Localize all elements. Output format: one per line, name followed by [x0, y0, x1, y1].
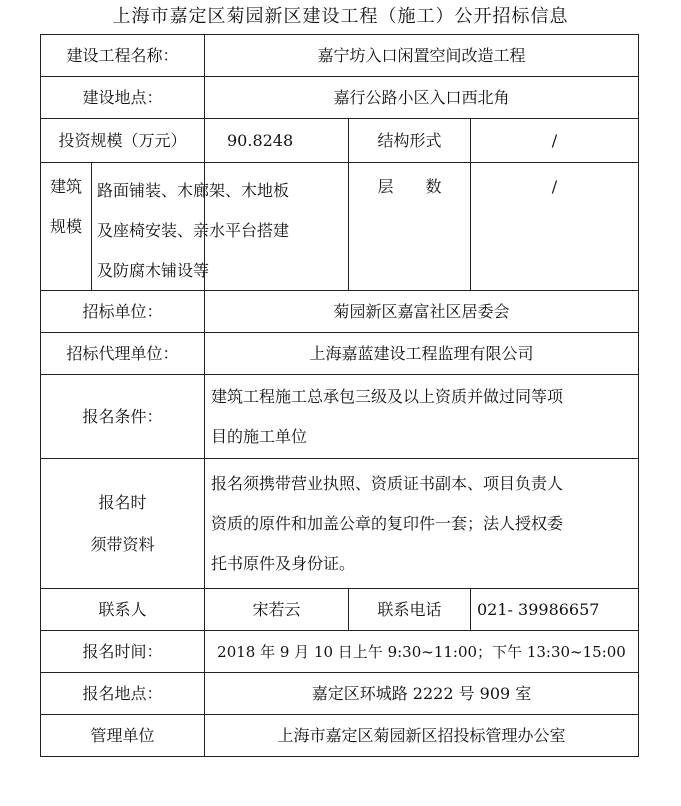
row-manager — [41, 715, 639, 757]
row-project-name — [41, 35, 639, 77]
conditions-value — [205, 375, 639, 459]
row-agent — [41, 333, 639, 375]
scale-label-line2: 规模 — [49, 217, 82, 236]
floors-value: / — [471, 163, 639, 291]
tenderer-label: 招标单位： — [41, 291, 205, 333]
project-name-value: 嘉宁坊入口闲置空间改造工程 — [205, 35, 639, 77]
materials-line3: 托书原件及身份证。 — [211, 553, 356, 573]
scale-value-line2-text: 及座椅安装、亲水平台搭建 — [97, 221, 290, 240]
phone-value: 021- 39986657 — [471, 589, 639, 631]
agent-value: 上海嘉蓝建设工程监理有限公司 — [205, 333, 639, 375]
floors-label: 层 数 — [349, 163, 471, 291]
document-title: 上海市嘉定区菊园新区建设工程（施工）公开招标信息 — [112, 6, 569, 27]
phone-label: 联系电话 — [349, 589, 471, 631]
location-value: 嘉行公路小区入口西北角 — [205, 77, 639, 119]
tender-info-table — [40, 34, 639, 757]
tenderer-value: 菊园新区嘉富社区居委会 — [205, 291, 639, 333]
manager-value: 上海市嘉定区菊园新区招投标管理办公室 — [205, 715, 639, 757]
investment-label: 投资规模（万元） — [41, 119, 205, 163]
materials-line2: 资质的原件和加盖公章的复印件一套；法人授权委 — [211, 513, 564, 533]
scale-value-line3-text: 及防腐木铺设等 — [97, 261, 210, 280]
row-investment — [41, 119, 639, 163]
materials-line1: 报名须携带营业执照、资质证书副本、项目负责人 — [211, 473, 564, 493]
reg-time-label: 报名时间： — [41, 631, 205, 673]
row-scale — [41, 163, 639, 291]
materials-value — [205, 459, 639, 589]
scale-value-cell — [205, 163, 349, 291]
reg-time-value: 2018 年 9 月 10 日上午 9:30~11:00；下午 13:30~15:00 — [205, 631, 639, 673]
agent-label: 招标代理单位： — [41, 333, 205, 375]
row-reg-time — [41, 631, 639, 673]
materials-label-line1: 报名时 — [98, 492, 147, 512]
investment-value: 90.8248 — [205, 119, 349, 163]
structure-label: 结构形式 — [349, 119, 471, 163]
scale-label-line1: 建筑 — [49, 177, 82, 196]
row-location — [41, 77, 639, 119]
materials-label-line2: 须带资料 — [90, 534, 155, 554]
conditions-label: 报名条件： — [41, 375, 205, 459]
contact-label: 联系人 — [41, 589, 205, 631]
row-conditions — [41, 375, 639, 459]
location-label: 建设地点： — [41, 77, 205, 119]
conditions-line1: 建筑工程施工总承包三级及以上资质并做过同等项 — [211, 386, 564, 406]
project-name-label: 建设工程名称： — [41, 35, 205, 77]
scale-value-line1-text: 路面铺装、木廊架、木地板 — [97, 181, 290, 200]
row-tenderer — [41, 291, 639, 333]
scale-cell — [41, 163, 205, 291]
reg-place-value: 嘉定区环城路 2222 号 909 室 — [205, 673, 639, 715]
manager-label: 管理单位 — [41, 715, 205, 757]
materials-label — [41, 459, 205, 589]
contact-value: 宋若云 — [205, 589, 349, 631]
structure-value: / — [471, 119, 639, 163]
row-contact — [41, 589, 639, 631]
row-reg-place — [41, 673, 639, 715]
reg-place-label: 报名地点： — [41, 673, 205, 715]
conditions-line2: 目的施工单位 — [211, 426, 308, 446]
row-materials — [41, 459, 639, 589]
